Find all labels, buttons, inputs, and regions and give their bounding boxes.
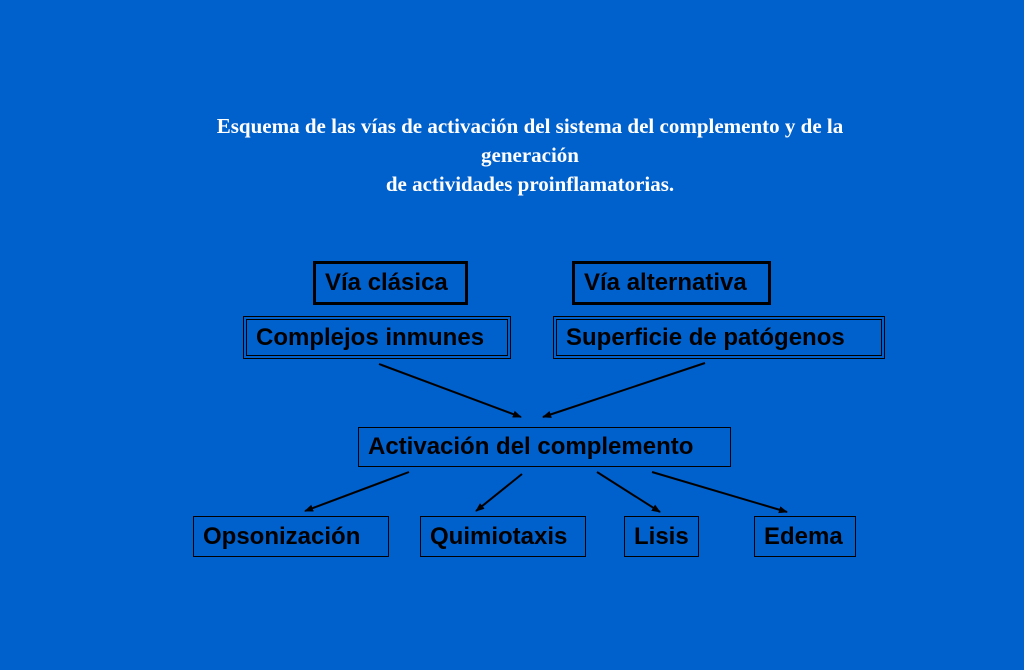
arrow-to-edema	[652, 472, 787, 512]
lysis-box: Lisis	[624, 516, 699, 557]
arrow-surface-to-activation	[543, 363, 705, 417]
immune-complexes-box: Complejos inmunes	[243, 316, 511, 359]
title-line-1: Esquema de las vías de activación del sistema del complemento y de la	[216, 114, 844, 138]
alternative-pathway-box: Vía alternativa	[572, 261, 771, 305]
title-line-3: de actividades proinflamatorias.	[385, 172, 675, 196]
title-line-2: generación	[481, 143, 579, 167]
classic-pathway-box: Vía clásica	[313, 261, 468, 305]
opsonization-box: Opsonización	[193, 516, 389, 557]
arrow-immune-to-activation	[379, 364, 521, 417]
complement-activation-box: Activación del complemento	[358, 427, 731, 467]
arrow-to-chemotaxis	[476, 474, 522, 511]
arrow-to-opsonization	[305, 472, 409, 511]
chemotaxis-box: Quimiotaxis	[420, 516, 586, 557]
edema-box: Edema	[754, 516, 856, 557]
pathogen-surface-box: Superficie de patógenos	[553, 316, 885, 359]
arrow-to-lysis	[597, 472, 660, 512]
